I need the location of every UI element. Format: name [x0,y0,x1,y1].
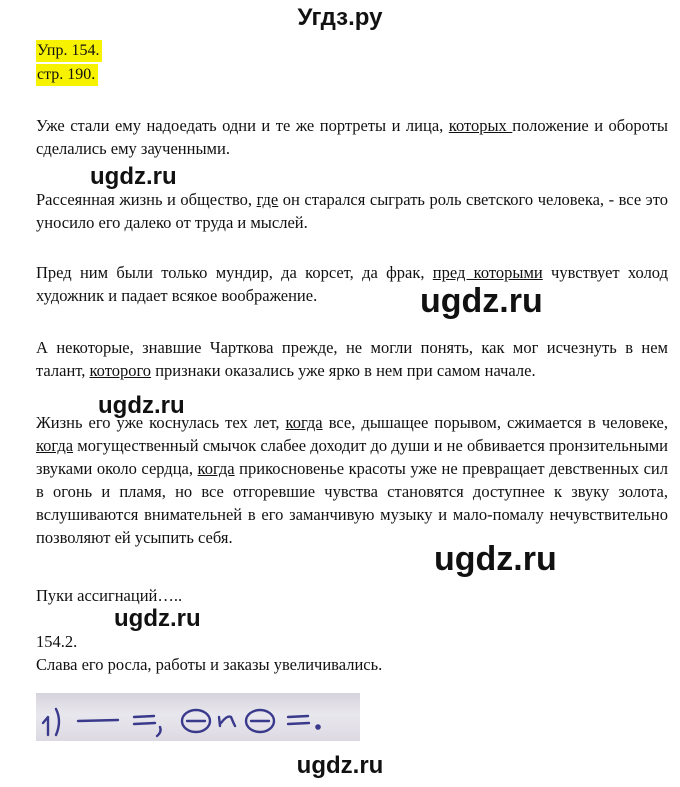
handwritten-scheme [36,693,360,741]
digit-one-stroke [43,717,48,735]
watermark: ugdz.ru [90,163,177,190]
sentence-1: Уже стали ему надоедать одни и те же портреты и лица, которых положение и обороты сделались ему заученными. [36,116,668,158]
sentence-4: А некоторые, знавшие Чарткова прежде, не могли понять, как мог исчезнуть в нем талант, которого признаки оказались уже ярко в нем при самом начале. [36,338,668,380]
predicate-line-bottom [134,723,155,724]
relative-word: когда [285,413,323,432]
watermark: ugdz.ru [434,540,557,578]
eq-line-bottom [288,723,309,724]
sentence-3: Пред ним были только мундир, да корсет, да фрак, пред которыми чувствует холод художник и падает всякое воображение. [36,263,668,305]
exercise-label: Упр. 154. [36,40,102,62]
handwritten-scheme-image [36,693,360,741]
relative-word: которых [448,116,513,135]
sentence-5: Жизнь его уже коснулась тех лет, когда все, дышащее порывом, сжимается в человеке, когда могущественный смычок слабее доходит до души и не обвивается пронзительными звуками около сердца, когда прикосновенье красоты уже не превращает девственных сил в огонь и пламя, но все отгоревшие чувства становятся доступнее к звуку золота, вслушиваются внимательней в его заманчивую музыку и мало-помалу нечувствительно позволяют ей усыпить себя. [36,413,668,547]
relative-word: пред которыми [432,263,543,282]
footer-watermark: ugdz.ru [296,752,384,779]
period-dot [316,725,319,728]
watermark: ugdz.ru [114,605,201,632]
paren-stroke [56,709,59,735]
subject-line [78,720,118,721]
subexercise-label: 154.2. [36,632,78,651]
letter-i-stroke [219,717,235,726]
watermark: ugdz.ru [98,392,185,419]
sentence-2: Рассеянная жизнь и общество, где он старался сыграть роль светского человека, - все это уносило его далеко от труда и мыслей. [36,190,668,232]
sentence-7: Слава его росла, работы и заказы увеличивались. [36,655,383,674]
watermark: ugdz.ru [420,282,543,320]
predicate-line-top [134,716,154,717]
sentence-6: Пуки ассигнаций….. [36,586,183,605]
relative-word: когда [197,459,235,478]
eq-line-top [288,716,308,717]
comma-stroke [157,727,161,736]
site-title: Угдз.ру [297,4,383,31]
relative-word: когда [36,436,74,455]
page-label: стр. 190. [36,64,98,86]
relative-word: где [256,190,279,209]
relative-word: которого [89,361,152,380]
